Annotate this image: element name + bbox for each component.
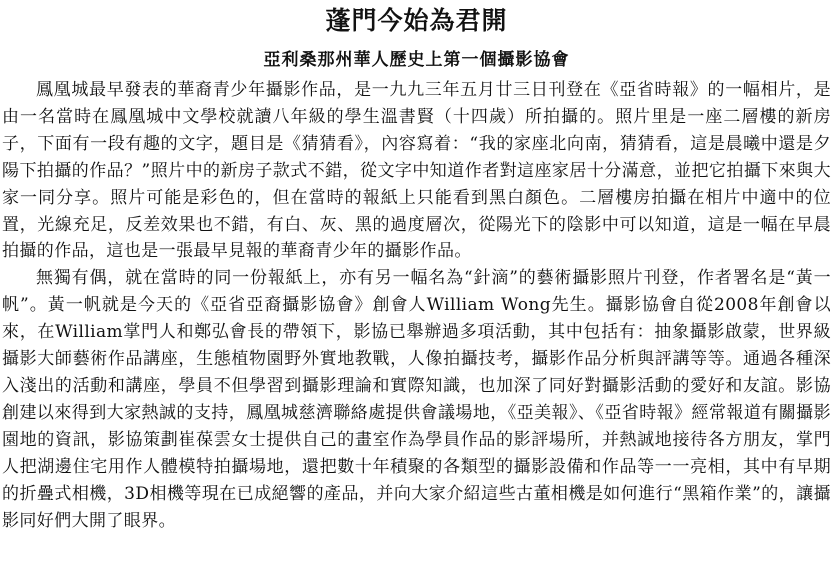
paragraph-1: 鳳凰城最早發表的華裔青少年攝影作品，是一九九三年五月廿三日刊登在《亞省時報》的一幅相片，是由一名當時在鳳凰城中文學校就讀八年級的學生溫書賢（十四歲）所拍攝的。照片里是一座二層樓的新房子，下面有一段有趣的文字，題目是《猜猜看》，內容寫着：“我的家座北向南，猜猜看，這是晨曦中還是夕陽下拍攝的作品？”照片中的新房子款式不錯，從文字中知道作者對這座家居十分滿意，並把它拍攝下來與大家一同分享。照片可能是彩色的，但在當時的報紙上只能看到黑白顏色。二層樓房拍攝在相片中適中的位置，光線充足，反差效果也不錯，有白、灰、黑的過度層次，從陽光下的陰影中可以知道，這是一幅在早晨拍攝的作品，這也是一張最早見報的華裔青少年的攝影作品。 <box>2 80 831 262</box>
article-subtitle: 亞利桑那州華人歷史上第一個攝影協會 <box>263 50 570 70</box>
paragraph-2: 無獨有偶，就在當時的同一份報紙上，亦有另一幅名為“針滴”的藝術攝影照片刊登，作者署名是“黃一帆”。黃一帆就是今天的《亞省亞裔攝影協會》創會人William Wong先生。攝影協會自從2008年創會以來，在William掌門人和鄭弘會長的帶領下，影協已舉辦過多項活動，其中包括有：抽象攝影啟蒙，世界級攝影大師藝術作品講座，生態植物園野外實地教戰，人像拍攝技考，攝影作品分析與評講等等。通過各種深入淺出的活動和講座，學員不但學習到攝影理論和實際知識，也加深了同好對攝影活動的愛好和友誼。影協創建以來得到大家熱誠的支持，鳳凰城慈濟聯絡處提供會議場地，《亞美報》、《亞省時報》經常報道有關攝影園地的資訊，影協策劃崔葆雲女士提供自己的畫室作為學員作品的影評場所，并熱誠地接待各方朋友，掌門人把湖邊住宅用作人體模特拍攝場地，還把數十年積聚的各類型的攝影設備和作品等一一亮相，其中有早期的折疊式相機，3D相機等現在已成絕響的產品，并向大家介紹這些古董相機是如何進行“黑箱作業”的，讓攝影同好們大開了眼界。 <box>2 268 831 531</box>
article-title: 蓬門今始為君開 <box>325 6 508 35</box>
article-body <box>2 77 831 534</box>
